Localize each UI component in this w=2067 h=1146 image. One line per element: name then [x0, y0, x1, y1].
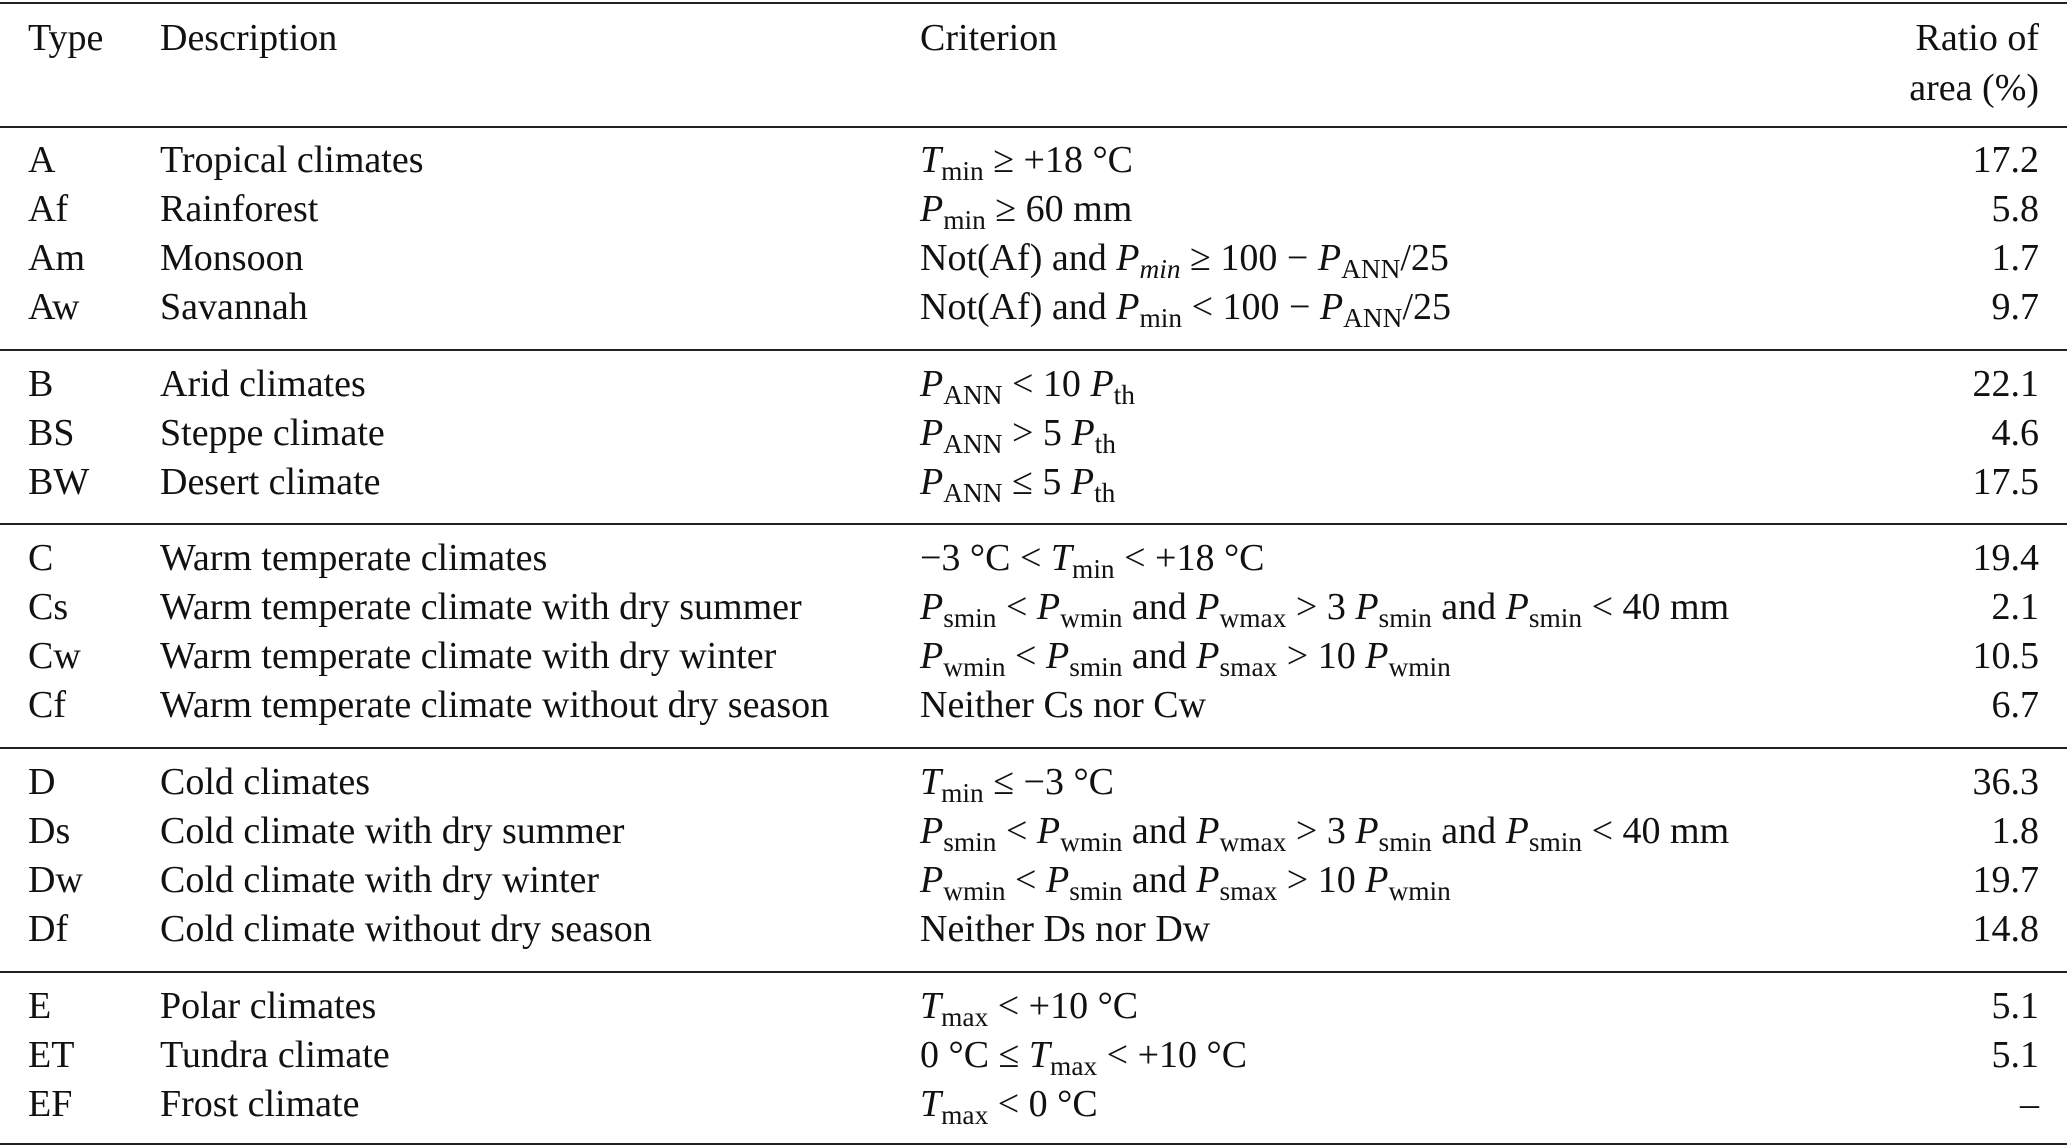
cell-criterion: Not(Af) and $P_{min} \ge 100 - P_{ANN}/25$ — [920, 237, 1449, 285]
cell-ratio: 10.5 — [1972, 635, 2039, 677]
cell-ratio: 1.7 — [1991, 237, 2039, 279]
cell-description: Steppe climate — [160, 412, 385, 454]
cell-ratio: 36.3 — [1972, 761, 2039, 803]
cell-type: D — [28, 761, 56, 803]
cell-type: E — [28, 985, 52, 1027]
cell-description: Monsoon — [160, 237, 304, 279]
cell-ratio: 1.8 — [1991, 810, 2039, 852]
header-ratio-line1: Ratio of — [1915, 17, 2039, 59]
cell-description: Rainforest — [160, 188, 319, 230]
cell-criterion: $P_{wmin} < P_{smin}$ and $P_{smax} > 10$ $P_{wmin}$ — [920, 635, 1451, 683]
cell-criterion: $T_{max} < +10$ °C — [920, 985, 1139, 1033]
table-top-rule — [0, 2, 2067, 4]
cell-type: B — [28, 363, 54, 405]
cell-type: Am — [28, 237, 85, 279]
cell-criterion: $P_{smin} < P_{wmin}$ and $P_{wmax} > 3$ $P_{smin}$ and $P_{smin} < 40$ mm — [920, 586, 1730, 634]
cell-description: Frost climate — [160, 1083, 360, 1125]
cell-description: Cold climate without dry season — [160, 908, 652, 950]
cell-criterion: Not(Af) and $P_{min} < 100 - P_{ANN}/25$ — [920, 286, 1451, 334]
cell-ratio: 19.4 — [1972, 537, 2039, 579]
cell-criterion: $P_{wmin} < P_{smin}$ and $P_{smax} > 10$ $P_{wmin}$ — [920, 859, 1451, 907]
cell-type: EF — [28, 1083, 73, 1125]
cell-ratio: 4.6 — [1991, 412, 2039, 454]
cell-type: A — [28, 139, 56, 181]
cell-criterion: $P_{ANN} \le 5$ $P_{th}$ — [920, 461, 1116, 509]
header-type: Type — [28, 17, 104, 59]
cell-criterion: $P_{smin} < P_{wmin}$ and $P_{wmax} > 3$ $P_{smin}$ and $P_{smin} < 40$ mm — [920, 810, 1730, 858]
cell-description: Warm temperate climate without dry season — [160, 684, 830, 726]
cell-ratio: 5.1 — [1991, 985, 2039, 1027]
cell-description: Cold climate with dry winter — [160, 859, 600, 901]
cell-ratio: 17.2 — [1972, 139, 2039, 181]
cell-criterion: Neither Cs nor Cw — [920, 684, 1207, 726]
cell-ratio: 5.1 — [1991, 1034, 2039, 1076]
cell-ratio: 6.7 — [1991, 684, 2039, 726]
cell-type: Df — [28, 908, 69, 950]
header-description: Description — [160, 17, 338, 59]
cell-criterion: $P_{ANN} < 10$ $P_{th}$ — [920, 363, 1135, 411]
group-rule — [0, 126, 2067, 128]
cell-description: Desert climate — [160, 461, 381, 503]
cell-type: BS — [28, 412, 75, 454]
cell-description: Tropical climates — [160, 139, 424, 181]
group-rule — [0, 349, 2067, 351]
cell-type: Dw — [28, 859, 83, 901]
cell-type: ET — [28, 1034, 75, 1076]
cell-type: Ds — [28, 810, 71, 852]
cell-description: Warm temperate climates — [160, 537, 548, 579]
cell-criterion: −3 $^\circ C < T_{min} < +18$ °C — [920, 537, 1265, 585]
cell-ratio: 2.1 — [1991, 586, 2039, 628]
cell-description: Cold climates — [160, 761, 371, 803]
cell-description: Savannah — [160, 286, 308, 328]
cell-criterion: Neither Ds nor Dw — [920, 908, 1211, 950]
cell-description: Cold climate with dry summer — [160, 810, 625, 852]
cell-description: Arid climates — [160, 363, 366, 405]
cell-ratio: 9.7 — [1991, 286, 2039, 328]
cell-type: Cf — [28, 684, 66, 726]
cell-ratio: 14.8 — [1972, 908, 2039, 950]
cell-criterion: $P_{min} \ge 60$ mm — [920, 188, 1133, 236]
group-rule — [0, 971, 2067, 973]
cell-criterion: $P_{ANN} > 5$ $P_{th}$ — [920, 412, 1116, 460]
table-bottom-rule — [0, 1143, 2067, 1145]
cell-ratio: 5.8 — [1991, 188, 2039, 230]
cell-ratio: 17.5 — [1972, 461, 2039, 503]
cell-type: Af — [28, 188, 69, 230]
cell-type: Cw — [28, 635, 81, 677]
cell-criterion: $T_{max} < 0$ °C — [920, 1083, 1098, 1131]
header-ratio-line2: area (%) — [1909, 67, 2039, 109]
cell-description: Warm temperate climate with dry winter — [160, 635, 777, 677]
cell-type: BW — [28, 461, 90, 503]
cell-description: Polar climates — [160, 985, 377, 1027]
cell-type: Aw — [28, 286, 80, 328]
group-rule — [0, 747, 2067, 749]
cell-criterion: 0 $^\circ C \le T_{max} < +10$ °C — [920, 1034, 1248, 1082]
cell-ratio: 19.7 — [1972, 859, 2039, 901]
cell-criterion: $T_{min} \ge +18$ °C — [920, 139, 1134, 187]
cell-ratio: – — [2020, 1083, 2039, 1125]
cell-description: Warm temperate climate with dry summer — [160, 586, 802, 628]
header-criterion: Criterion — [920, 17, 1058, 59]
cell-criterion: $T_{min} \le -3$ °C — [920, 761, 1115, 809]
group-rule — [0, 523, 2067, 525]
cell-description: Tundra climate — [160, 1034, 390, 1076]
cell-ratio: 22.1 — [1972, 363, 2039, 405]
cell-type: Cs — [28, 586, 69, 628]
cell-type: C — [28, 537, 54, 579]
